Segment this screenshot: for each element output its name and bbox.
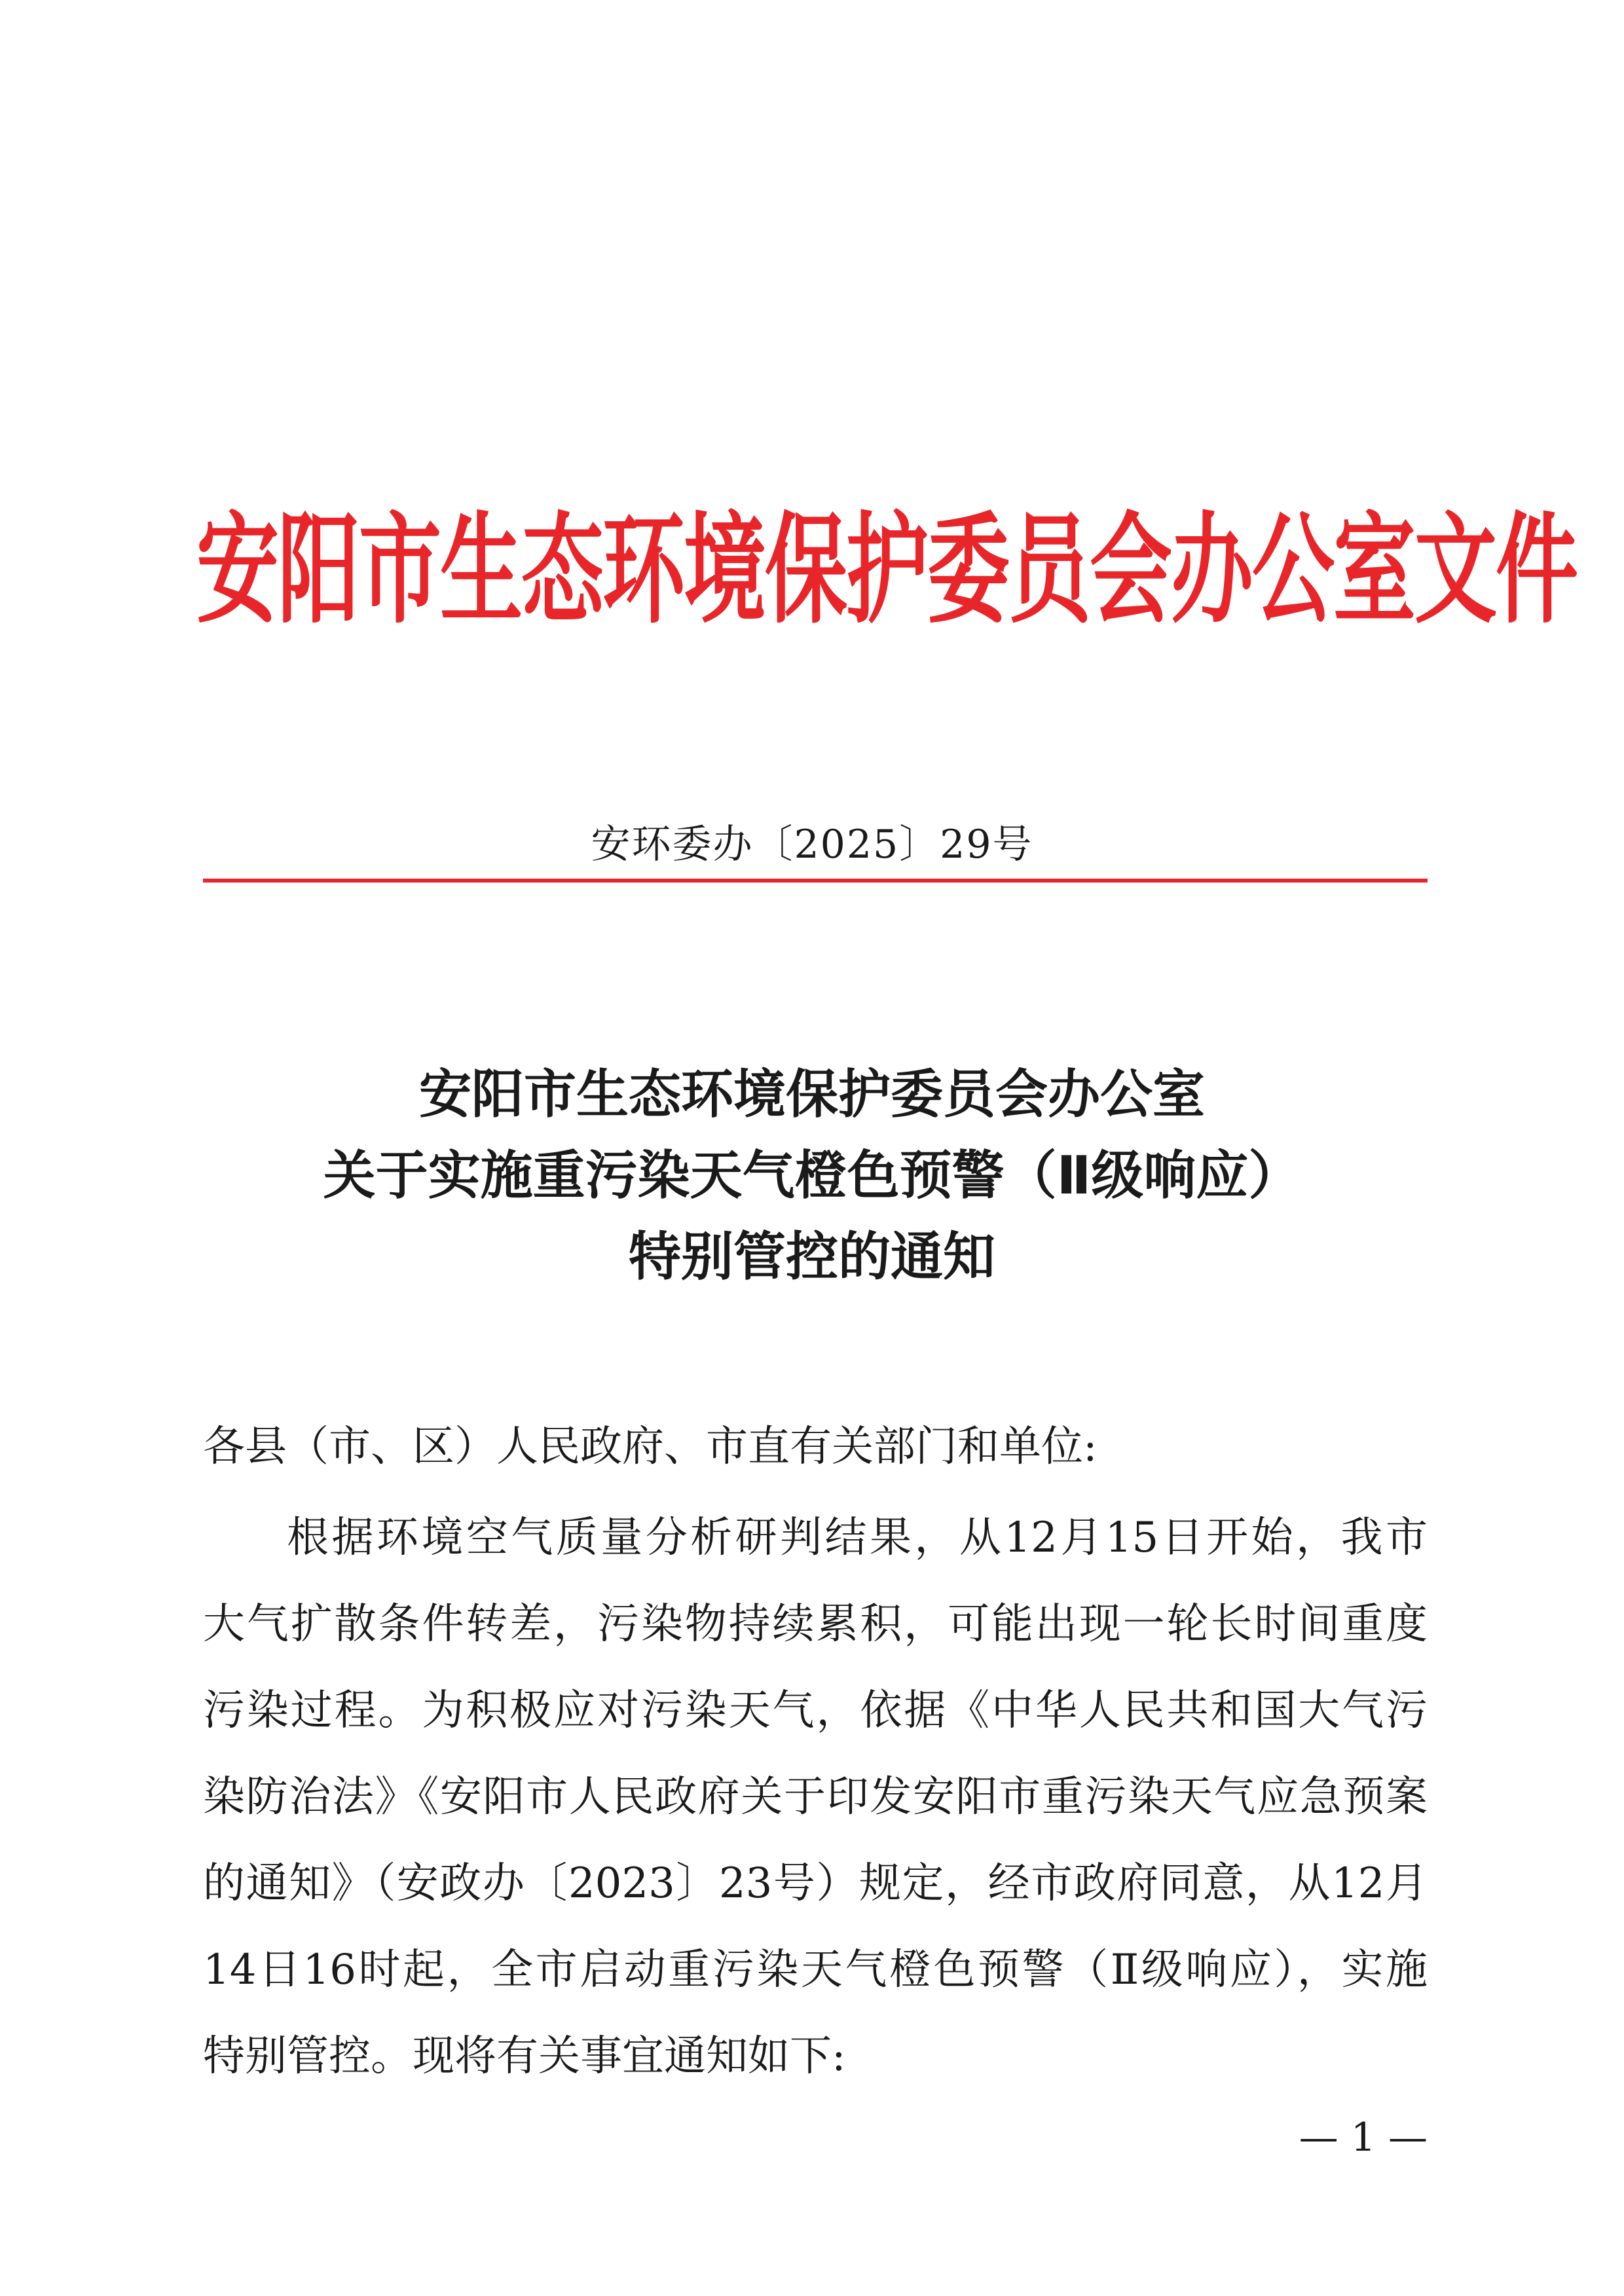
- paragraph-line: 大气扩散条件转差，污染物持续累积，可能出现一轮长时间重度: [203, 1600, 1428, 1649]
- red-divider-line: [203, 879, 1428, 883]
- paragraph-line: 污染过程。为积极应对污染天气，依据《中华人民共和国大气污: [203, 1686, 1428, 1735]
- page-number: — 1 —: [1299, 2115, 1428, 2160]
- paragraph-line: 染防治法》《安阳市人民政府关于印发安阳市重污染天气应急预案: [203, 1773, 1428, 1821]
- notice-title: [196, 1054, 1428, 1298]
- notice-title-line-3: 特别管控的通知: [629, 1226, 995, 1287]
- paragraph-line: 14日16时起，全市启动重污染天气橙色预警（Ⅱ级响应），实施: [203, 1946, 1428, 1994]
- issuer-header-title: 安阳市生态环境保护委员会办公室文件: [196, 499, 1577, 640]
- paragraph-line: 的通知》（安政办〔2023〕23号）规定，经市政府同意，从12月: [203, 1859, 1428, 1908]
- notice-title-line-2: 关于实施重污染天气橙色预警（Ⅱ级响应）: [323, 1145, 1301, 1206]
- notice-title-line-1: 安阳市生态环境保护委员会办公室: [419, 1064, 1205, 1125]
- body-paragraph: [203, 1495, 1428, 2100]
- paragraph-line: 特别管控。现将有关事宜通知如下:: [203, 2032, 846, 2081]
- paragraph-line: 根据环境空气质量分析研判结果，从12月15日开始，我市: [287, 1514, 1428, 1562]
- document-number: 安环委办〔2025〕29号: [591, 822, 1033, 867]
- salutation: 各县（市、区）人民政府、市直有关部门和单位:: [203, 1423, 1098, 1471]
